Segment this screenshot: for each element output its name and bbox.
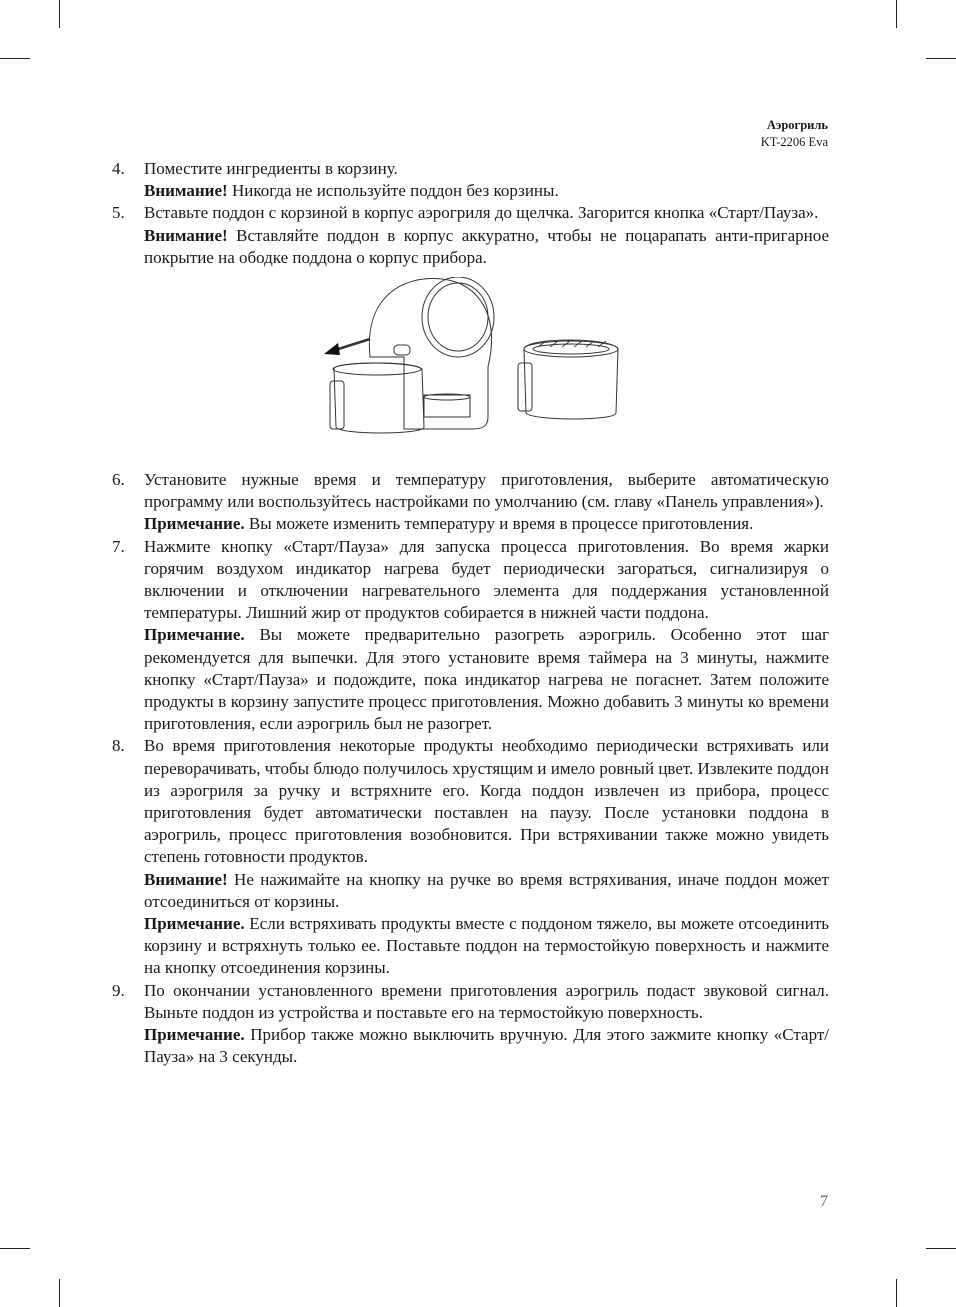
item-number: 8. bbox=[112, 736, 125, 756]
crop-mark bbox=[926, 58, 956, 59]
note-text: Вы можете предварительно разогреть аэрогриль. Особенно этот шаг рекомендуется для выпечки. Для этого установите время таймера на 3 минуты, нажмите кнопку «Старт/Пауза» и подождите, пока индикатор нагрева не погаснет. Затем положите продукты в корзину запустите процесс приготовления. Можно добавить 3 минуты ко времени приготовления, если аэрогриль был не разогрет. bbox=[144, 625, 829, 734]
item-text: Установите нужные время и температуру приготовления, выберите автоматическую программу или воспользуйтесь настройками по умолчанию (см. главу «Панель управления»). bbox=[144, 470, 829, 512]
crop-mark bbox=[0, 1248, 30, 1249]
crop-mark bbox=[59, 0, 60, 28]
item-number: 4. bbox=[112, 159, 125, 178]
note-text: Никогда не используйте поддон без корзины. bbox=[227, 181, 559, 201]
crop-mark bbox=[896, 1279, 897, 1307]
note-text: Вставляйте поддон в корпус аккуратно, чтобы не поцарапать анти-пригарное покрытие на ободке поддона о корпус прибора. bbox=[144, 225, 829, 267]
instructions-list bbox=[112, 158, 829, 1069]
item-note bbox=[144, 624, 829, 735]
item-text: Поместите ингредиенты в корзину. bbox=[144, 159, 398, 178]
note-label: Внимание! bbox=[144, 181, 228, 201]
item-text: Нажмите кнопку «Старт/Пауза» для запуска процесса приготовления. Во время жарки горячим воздухом индикатор нагрева будет периодически загораться, сигнализируя о включении и отключении нагревательного элемента для поддержания установленной температуры. Лишний жир от продуктов собирается в нижней части поддона. bbox=[144, 536, 829, 623]
item-note bbox=[144, 180, 829, 202]
page-header bbox=[761, 117, 828, 151]
item-text: Вставьте поддон с корзиной в корпус аэрогриля до щелчка. Загорится кнопка «Старт/Пауза». bbox=[144, 203, 819, 223]
item-text: Во время приготовления некоторые продукты необходимо периодически встряхивать или переворачивать, чтобы блюдо получилось хрустящим и имело ровный цвет. Извлеките поддон из аэрогриля за ручку и встряхните его. Когда поддон извлечен из прибора, процесс приготовления будет автоматически поставлен на паузу. После установки поддона в аэрогриль, процесс приготовления возобновится. При встряхивании также можно увидеть степень готовности продуктов. bbox=[144, 736, 829, 867]
note-text: Вы можете изменить температуру и время в процессе приготовления. bbox=[244, 514, 754, 534]
note-label: Примечание. bbox=[144, 914, 245, 934]
crop-mark bbox=[59, 1279, 60, 1307]
crop-mark bbox=[896, 0, 897, 28]
note-label: Внимание! bbox=[144, 225, 228, 245]
item-note bbox=[144, 1024, 829, 1068]
crop-mark bbox=[0, 58, 30, 59]
arrow-left-icon bbox=[324, 339, 370, 355]
crop-mark bbox=[926, 1248, 956, 1249]
header-title: Аэрогриль bbox=[766, 118, 828, 132]
control-panel-icon bbox=[422, 277, 494, 357]
drawer-handle bbox=[330, 381, 344, 429]
item-number: 6. bbox=[112, 470, 125, 490]
list-item bbox=[112, 469, 829, 536]
note-label: Примечание. bbox=[144, 1025, 245, 1045]
item-number: 7. bbox=[112, 536, 125, 556]
header-model: KT-2206 Eva bbox=[760, 135, 828, 149]
page-number: 7 bbox=[820, 1193, 828, 1210]
list-item bbox=[112, 536, 829, 736]
list-item bbox=[112, 980, 829, 1069]
item-note bbox=[144, 913, 829, 980]
note-label: Примечание. bbox=[144, 625, 245, 645]
note-label: Внимание! bbox=[144, 869, 228, 889]
airfryer-drawing bbox=[312, 277, 642, 447]
item-note bbox=[144, 869, 829, 913]
note-label: Примечание. bbox=[144, 514, 245, 534]
note-text: Если встряхивать продукты вместе с поддоном тяжело, вы можете отсоединить корзину и встряхнуть только ее. Поставьте поддон на термостойкую поверхность и нажмите на кнопку отсоединения корзины. bbox=[144, 914, 829, 978]
item-number: 5. bbox=[112, 203, 125, 223]
item-note bbox=[144, 225, 829, 269]
list-item bbox=[112, 202, 829, 269]
airfryer-illustration bbox=[112, 269, 829, 469]
note-text: Не нажимайте на кнопку на ручке во время встряхивания, иначе поддон может отсоединиться от корзины. bbox=[144, 869, 829, 911]
note-text: Прибор также можно выключить вручную. Для этого зажмите кнопку «Старт/Пауза» на 3 секунды. bbox=[144, 1025, 829, 1067]
item-number: 9. bbox=[112, 980, 125, 1000]
item-note bbox=[144, 513, 829, 535]
item-text: По окончании установленного времени приготовления аэрогриль подаст звуковой сигнал. Выньте поддон из устройства и поставьте его на термостойкую поверхность. bbox=[144, 980, 829, 1022]
list-item bbox=[112, 158, 829, 202]
list-item bbox=[112, 735, 829, 979]
